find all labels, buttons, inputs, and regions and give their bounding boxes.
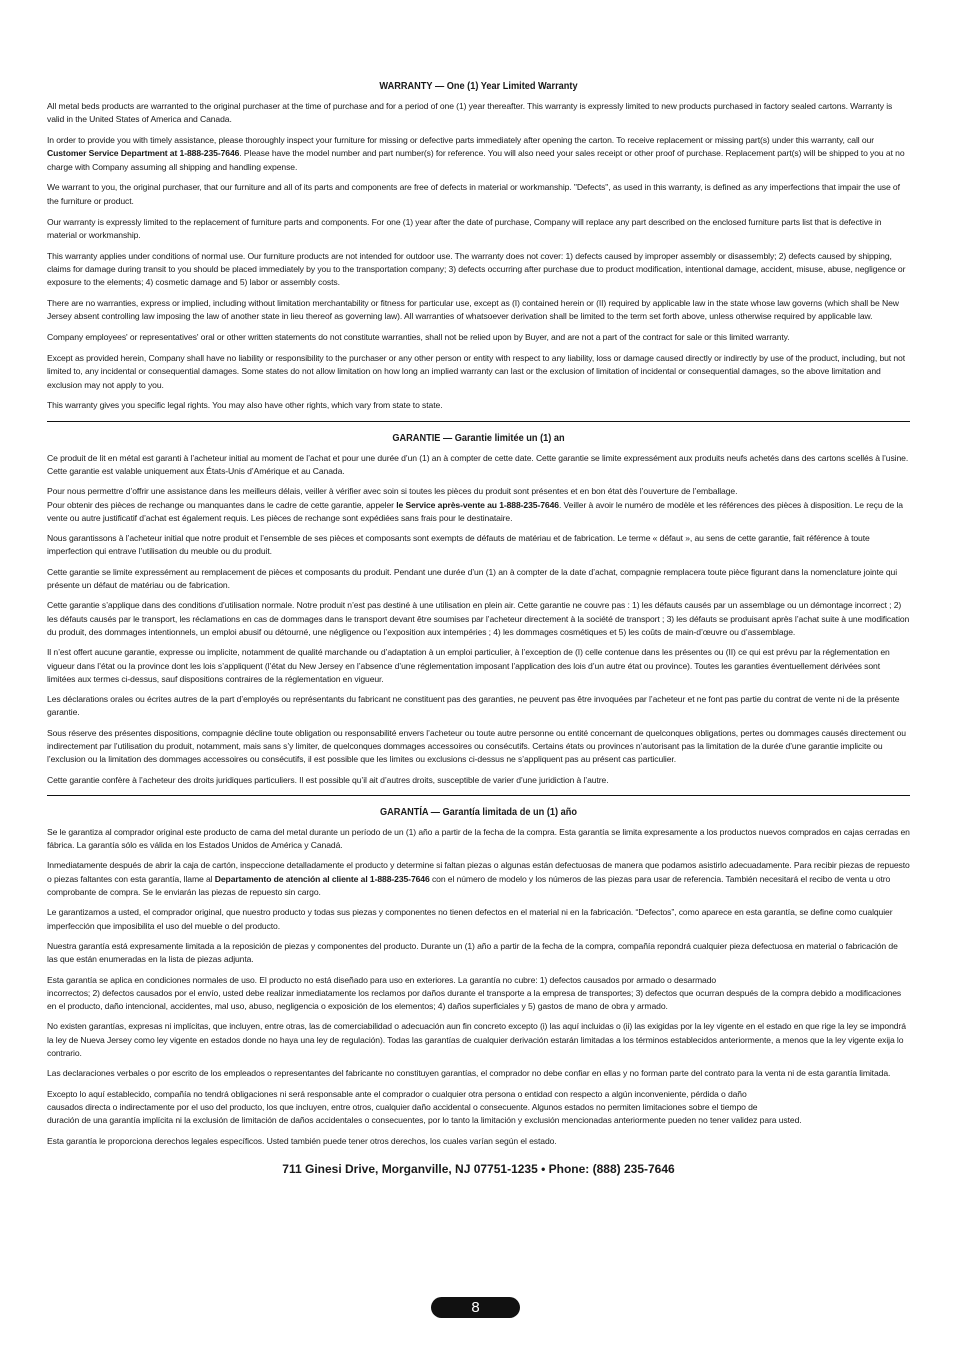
paragraph: Il n’est offert aucune garantie, expresse ou implicite, notamment de qualité marchande ou d’adaptation à un emploi particulier, à l’exception de (I) celle contenue dans les présentes ou (II) ce qui est prévu par la réglementation en vigueur dans l’état ou la province dont les lois s’appliquent (l’état du New Jersey en l’absence d’une réglementation imposant l’application des lois d’un autre état ou province). Toutes les garanties éventuellement dérivées sont limitées aux termes ci-dessus, sauf dispositions contraires de la réglementation en vigueur. — [47, 647, 890, 684]
section-title: WARRANTY — One (1) Year Limited Warranty — [379, 81, 578, 92]
paragraph: Sous réserve des présentes dispositions, compagnie décline toute obligation ou responsabilité envers l’acheteur ou toute autre personne ou entité concernant de quelconques obligations, pertes ou dommages causés directement ou indirectement par l’utilisation du produit, notamment, mais sans s’y limiter, de quelconques dommages accessoires ou consécutifs. Certains états ou provinces n’autorisant pas la limitation de la durée d’une garantie implicite ou l’exclusion ou la limitation des dommages accessoires ou consécutifs, il est possible que les limites ou exclusions ci-dessus ne s’appliquent pas au présent cas particulier. — [47, 727, 906, 765]
paragraph: All metal beds products are warranted to the original purchaser at the time of purchase and for a period of one (1) year thereafter. This warranty is expressly limited to new products purchased in factory sealed cartons. Warranty is valid in the United States of America and Canada. — [47, 101, 893, 125]
page-number-badge: 8 — [431, 1297, 520, 1318]
paragraph: Except as provided herein, Company shall have no liability or responsibility to the purchaser or any other person or entity with respect to any liability, loss or damage caused directly or indirectly by use of the product, including, but not limited to, any incidental or consequential damages. Some states do not allow limitation on how long an implied warranty can last or the exclusion of limitation of incidental or consequential damages, so the above limitation and exclusion may not apply to you. — [47, 352, 906, 390]
paragraph: Cette garantie confère à l’acheteur des droits juridiques particuliers. Il est possible qu’il ait d’autres droits, susceptible de varier d’une juridiction à l’autre. — [47, 774, 609, 785]
paragraph: There are no warranties, express or implied, including without limitation merchantability or fitness for particular use, except as (I) contained herein or (II) required by applicable law in the state whose law governs (which shall be New Jersey absent controlling law imposing the law of another state in lieu thereof as governing law). All warranties of whatsoever derivation shall be limited to the term set forth above, unless otherwise required by applicable law. — [47, 298, 899, 322]
customer-service-phone: le Service après-vente au 1-888-235-7646 — [396, 499, 559, 510]
paragraph: Pour nous permettre d’offrir une assistance dans les meilleurs délais, veiller à vérifier avec soin si toutes les pièces du produit sont présentes et en bon état dès l’ouverture de l’emballage. Pour obtenir des pièces de rechange ou manquantes dans le cadre de cette garantie, appeler le Service après-vente au 1-888-235-7646. Veiller à avoir le numéro de modèle et les références des pièces à disposition. Le reçu de la vente ou autre justificatif d’achat est également requis. Les pièces de rechange sont expédiées sans frais pour le destinataire. — [47, 486, 903, 523]
paragraph: Les déclarations orales ou écrites autres de la part d’employés ou représentants du fabricant ne constituent pas des garanties, ne peuvent pas être invoquées par l’acheteur et ne font pas partie du contrat de vente ni de la présente garantie. — [47, 694, 900, 718]
paragraph: This warranty applies under conditions of normal use. Our furniture products are not intended for outdoor use. The warranty does not cover: 1) defects caused by improper assembly or disassembly; 2) defects caused by shipping, claims for damage during transit to you should be placed immediately by you to the transportation company; 3) defects occurring after purchase due to product modification, intentional damage, accident, misuse, abuse, negligence or exposure to the elements; 4) cosmetic damage and 5) labor or assembly costs. — [47, 250, 906, 288]
paragraph: Cette garantie s’applique dans des conditions d’utilisation normale. Notre produit n’est pas destiné à une utilisation en plein air. Cette garantie ne couvre pas : 1) les défauts causés par un assemblage ou un démontage incorrect ; 2) les défauts causés par le transport, les réclamations en cas de dommages dans le transport devant être soumises par l’acheteur directement à la société de transport ; 3) les défauts se produisant après l’achat suite à une modification du produit, des dommages intentionnels, un emploi abusif ou détourné, une négligence ou l’exposition aux intempéries ; 4) les dommages cosmétiques et 5) les coûts de main-d’œuvre ou d’assemblage. — [47, 600, 910, 637]
document-page — [47, 80, 910, 1176]
section-divider — [47, 795, 910, 796]
section-divider — [47, 421, 910, 422]
paragraph: We warrant to you, the original purchaser, that our furniture and all of its parts and components are free of defects in material or workmanship. "Defects", as used in this warranty, is defined as any imperfections that impair the use of the furniture or product. — [47, 182, 900, 206]
section-title: GARANTIE — Garantie limitée un (1) an — [392, 432, 565, 444]
section-title: GARANTÍA — Garantía limitada de un (1) año — [380, 806, 577, 818]
warranty-section-english — [47, 80, 910, 413]
paragraph: Esta garantía le proporciona derechos legales específicos. Usted también puede tener otros derechos, los cuales varían según el estado. — [47, 1135, 557, 1146]
paragraph: Esta garantía se aplica en condiciones normales de uso. El producto no está diseñado para uso en exteriores. La garantía no cubre: 1) defectos causados por armado o desarmado incorrectos; 2) defectos causados por el envío, usted debe realizar inmediatamente los reclamos por daños durante el transporte a la empresa de transportes; 3) defectos que ocurran después de la compra debido a modificaciones en el producto, daño intencional, accidentes, mal uso, abuso, negligencia o exposición de los elementos; 4) daños superficiales y 5) gastos de mano de obra y armado. — [47, 974, 902, 1012]
paragraph: Le garantizamos a usted, el comprador original, que nuestro producto y todas sus piezas y componentes no tienen defectos en el material ni en la fabricación. “Defectos”, como aparece en esta garantía, se define como cualquier imperfección que imposibilita el uso del mueble o del producto. — [47, 907, 893, 931]
paragraph: Inmediatamente después de abrir la caja de cartón, inspeccione detalladamente el producto y determine si faltan piezas o algunas están defectuosas de manera que podamos asistirlo adecuadamente. Para recibir piezas de repuesto o piezas faltantes con esta garantía, llame al Departamento de atención al cliente al 1-888-235-7646 con el número de modelo y los números de las piezas para usar de referencia. También necesitará el recibo de venta u otro comprobante de compra. Se le enviarán las piezas de repuesto sin cargo. — [47, 860, 910, 898]
paragraph: No existen garantías, expresas ni implícitas, que incluyen, entre otras, las de comerciabilidad o adecuación aun fin concreto excepto (i) las aquí incluidas o (ii) las exigidas por la ley vigente en el estado en que rige la ley se impondrá la ley de Nueva Jersey como ley vigente en estados donde no haya una ley de regulación). Todas las garantías de cualquier derivación estarán limitadas a los términos establecidos anteriormente, a menos que la ley vigente exija lo contrario. — [47, 1021, 906, 1059]
paragraph: Cette garantie se limite expressément au remplacement de pièces et composants du produit. Pendant une durée d’un (1) an à compter de la date d’achat, compagnie remplacera toute pièce figurant dans la nomenclature jointe qui présente un défaut de matériau ou de fabrication. — [47, 566, 898, 591]
paragraph: Our warranty is expressly limited to the replacement of furniture parts and components. For one (1) year after the date of purchase, Company will replace any part described on the enclosed furniture parts list that is defective in material or workmanship. — [47, 216, 882, 240]
paragraph: Nuestra garantía está expresamente limitada a la reposición de piezas y componentes del producto. Durante un (1) año a partir de la fecha de la compra, compañía repondrá cualquier pieza defectuosa en material o fabricación de las que están enumeradas en la lista de piezas adjunta. — [47, 940, 898, 965]
paragraph: Las declaraciones verbales o por escrito de los empleados o representantes del fabricante no constituyen garantías, el comprador no debe confiar en ellas y no forman parte del contrato para la venta ni de esta garantía limitada. — [47, 1068, 891, 1079]
paragraph: In order to provide you with timely assistance, please thoroughly inspect your furniture for missing or defective parts immediately after opening the carton. To receive replacement or missing part(s) under this warranty, call our Customer Service Department at 1-888-235-7646. Please have the model number and part number(s) for reference. You will also need your sales receipt or other proof of purchase. Replacement part(s) will be shipped to you at no charge with Company assuming all shipping and handling expense. — [47, 135, 905, 172]
paragraph: Excepto lo aquí establecido, compañía no tendrá obligaciones ni será responsable ante el comprador o cualquier otra persona o entidad con respecto a algún inconveniente, pérdida o daño causados directa o indirectamente por el uso del producto, los que incluyen, entre otros, cualquier daño accidental o consecuente. Algunos estados no permiten limitaciones sobre el tiempo de duración de una garantía implícita ni la exclusión de limitación de daños accidentales o consecuentes, por lo tanto la limitación y exclusión mencionadas anteriormente pueden no tener validez para usted. — [47, 1088, 802, 1126]
paragraph: Ce produit de lit en métal est garanti à l’acheteur initial au moment de l’achat et pour une durée d’un (1) an à compter de cette date. Cette garantie se limite expressément aux produits neufs achetés dans des cartons scellés à l’usine. Cette garantie est valable uniquement aux États-Unis d’Amérique et au Canada. — [47, 452, 909, 476]
warranty-section-spanish — [47, 806, 910, 1148]
warranty-section-french — [47, 432, 910, 787]
customer-service-phone: Departamento de atención al cliente al 1-888-235-7646 — [214, 873, 430, 884]
paragraph: This warranty gives you specific legal rights. You may also have other rights, which vary from state to state. — [47, 400, 443, 411]
paragraph: Se le garantiza al comprador original este producto de cama del metal durante un período de un (1) año a partir de la fecha de la compra. Esta garantía se limita expresamente a los productos nuevos comprados en cajas cerradas en fábrica. La garantía sólo es válida en los Estados Unidos de América y Canadá. — [47, 826, 910, 851]
paragraph: Company employees' or representatives' oral or other written statements do not constitute warranties, shall not be relied upon by Buyer, and are not a part of the contract for sale or this limited warranty. — [47, 332, 790, 343]
footer-address: 711 Ginesi Drive, Morganville, NJ 07751-1235 • Phone: (888) 235-7646 — [282, 1161, 675, 1176]
customer-service-phone: Customer Service Department at 1-888-235-7646 — [47, 148, 240, 159]
paragraph: Nous garantissons à l’acheteur initial que notre produit et l’ensemble de ses pièces et composants sont exempts de défauts de matériau et de fabrication. Le terme « défaut », au sens de cette garantie, fait référence à toute imperfection qui entrave l’utilisation du meuble ou du produit. — [47, 533, 870, 557]
